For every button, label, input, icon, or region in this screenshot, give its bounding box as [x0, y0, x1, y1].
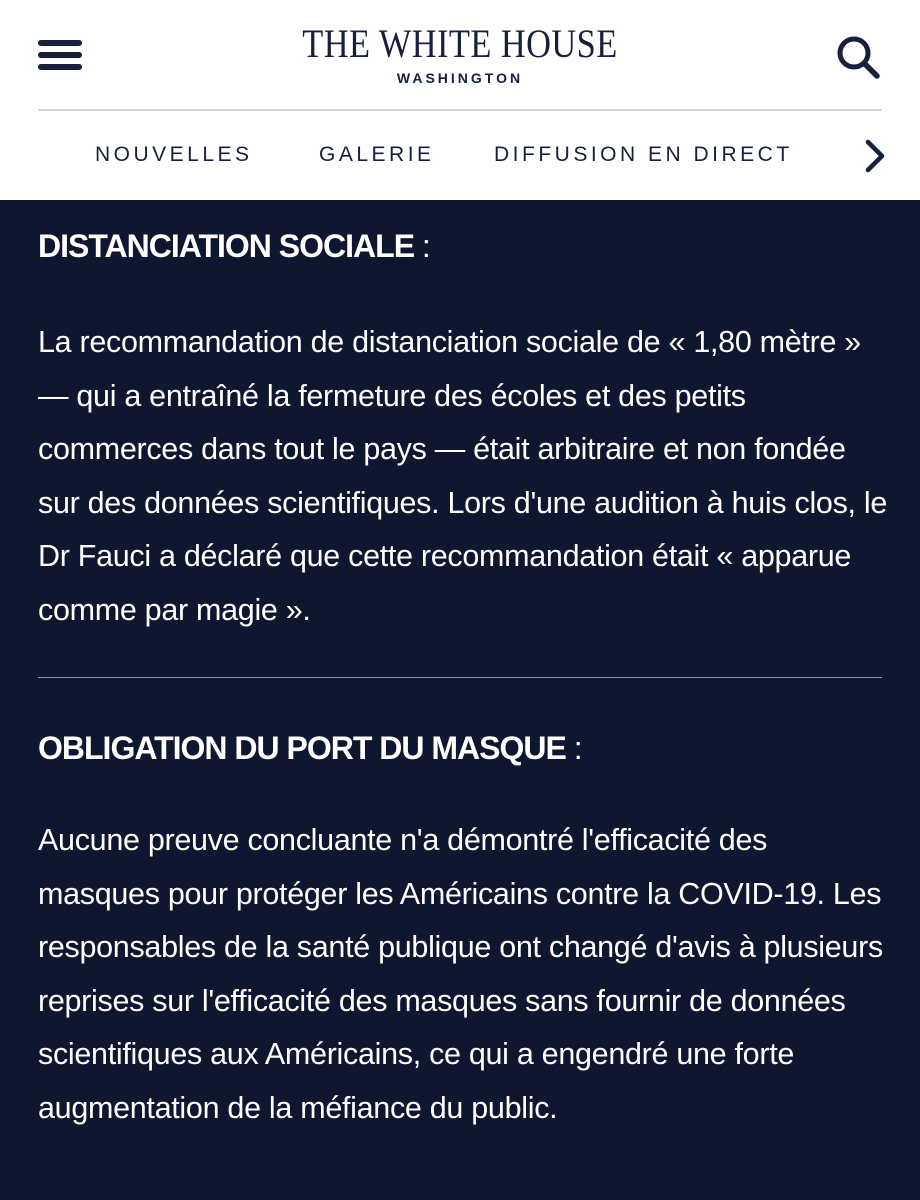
- section-heading-colon: :: [565, 730, 582, 766]
- section-heading-text: OBLIGATION DU PORT DU MASQUE: [38, 730, 566, 766]
- chevron-right-icon[interactable]: [860, 138, 892, 174]
- nav-item-galerie[interactable]: GALERIE: [319, 143, 435, 166]
- section-body-masque: Aucune preuve concluante n'a démontré l'efficacité des masques pour protéger les Américains contre la COVID-19. Les responsables de la santé publique ont changé d'avis à plusieurs reprises sur l'efficacité des masques sans fournir de données scientifiques aux Américains, ce qui a engendré une forte augmentation de la méfiance du public.: [38, 823, 883, 1125]
- nav-item-diffusion-en-direct[interactable]: DIFFUSION EN DIRECT: [494, 143, 793, 166]
- section-divider: [38, 677, 882, 678]
- site-header: [0, 0, 920, 200]
- section-heading-distanciation: [38, 226, 430, 266]
- site-logo[interactable]: [260, 22, 660, 86]
- logo-subtitle: WASHINGTON: [396, 70, 524, 86]
- logo-title: THE WHITE HOUSE: [302, 21, 618, 66]
- section-body-distanciation: La recommandation de distanciation sociale de « 1,80 mètre » — qui a entraîné la fermeture des écoles et des petits commerces dans tout le pays — était arbitraire et non fondée sur des données scientifiques. Lors d'une audition à huis clos, le Dr Fauci a déclaré que cette recommandation était « apparue comme par magie ».: [38, 325, 888, 627]
- section-heading-masque: [38, 728, 582, 768]
- section-heading-text: DISTANCIATION SOCIALE: [38, 228, 415, 264]
- nav-item-nouvelles[interactable]: NOUVELLES: [95, 143, 253, 166]
- hamburger-menu-icon[interactable]: [36, 38, 84, 72]
- search-icon[interactable]: [832, 32, 884, 84]
- section-heading-colon: :: [414, 228, 430, 264]
- header-divider: [38, 109, 882, 111]
